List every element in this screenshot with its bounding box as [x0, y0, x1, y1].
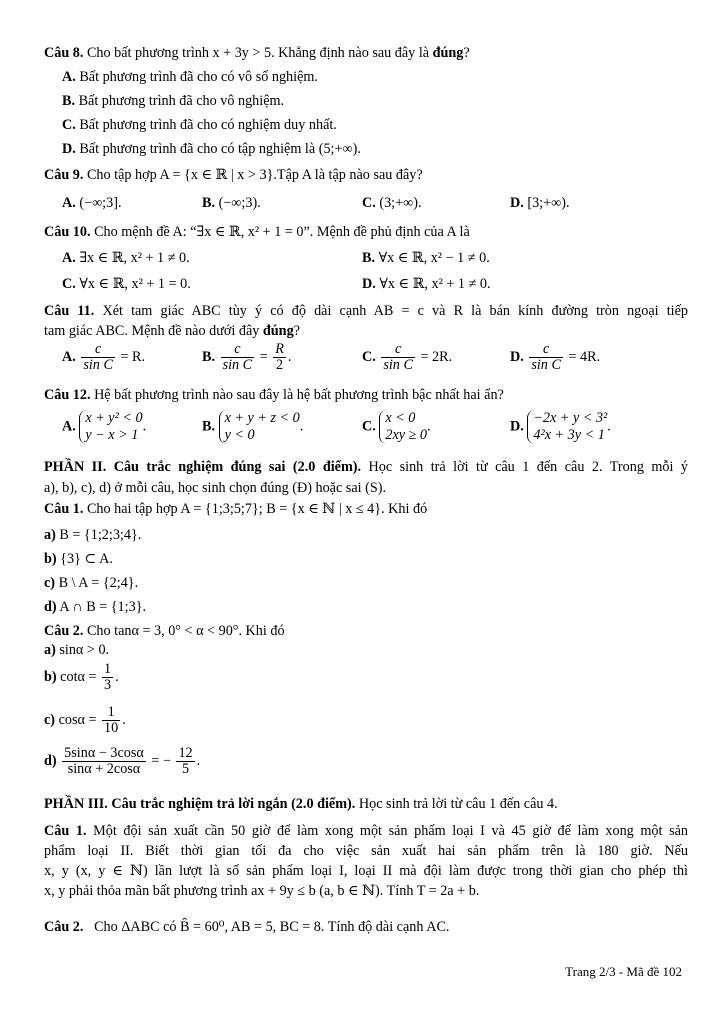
- q10-option-c: C. ∀x ∈ ℝ, x² + 1 = 0.: [62, 276, 191, 292]
- q8-stem: Câu 8. Cho bất phương trình x + 3y > 5. Khẳng định nào sau đây là đúng?: [44, 45, 470, 61]
- p2c2-item-a: a) sinα > 0.: [44, 642, 110, 658]
- q11-stem-line1: Câu 11. Xét tam giác ABC tùy ý có độ dài cạnh AB = c và R là bán kính đường tròn ngoại tiếp: [44, 303, 689, 319]
- p2c2-stem: Câu 2. Cho tanα = 3, 0° < α < 90°. Khi đó: [44, 623, 285, 639]
- q11-option-a: A. $\frac{c}{\text{sin C}}$ = R.: [62, 341, 146, 373]
- p2c1-stem: Câu 1. Cho hai tập hợp A = {1;3;5;7}; B = {x ∈ ℕ | x ≤ 4}. Khi đó: [44, 501, 428, 517]
- p3c1-line4: x, y phải thỏa mãn bất phương trình ax + 9y ≤ b (a, b ∈ ℕ). Tính T = 2a + b.: [44, 883, 480, 899]
- p2c1-item-c: c) B \ A = {2;4}.: [44, 575, 139, 591]
- q9-option-c: C. (3;+∞).: [362, 195, 422, 211]
- q8-option-b: B. Bất phương trình đã cho vô nghiệm.: [62, 93, 285, 109]
- p3c1-line2: phẩm loại II. Biết thời gian tối đa cho việc sản xuất hai sản phẩm trên là 180 giờ. Nếu: [44, 843, 688, 859]
- p2c1-item-b: b) {3} ⊂ A.: [44, 551, 113, 567]
- q11-option-b: B. $\frac{c}{\text{sin C}}$ = $\frac{R}{2}$ .: [202, 341, 292, 373]
- q9-stem: Câu 9. Cho tập hợp A = {x ∈ ℝ | x > 3}.Tập A là tập nào sau đây?: [44, 167, 423, 183]
- p2c1-item-a: a) B = {1;2;3;4}.: [44, 527, 142, 543]
- q10-option-d: D. ∀x ∈ ℝ, x² + 1 ≠ 0.: [362, 276, 491, 292]
- part3-heading: PHẦN III. Câu trắc nghiệm trả lời ngắn (2.0 điểm). Học sinh trả lời từ câu 1 đến câu 4.: [44, 796, 558, 812]
- q10-option-a: A. ∃x ∈ ℝ, x² + 1 ≠ 0.: [62, 250, 190, 266]
- p2c2-item-b: b) cotα = $\frac{1}{3}$ .: [44, 661, 119, 693]
- part2-heading: PHẦN II. Câu trắc nghiệm đúng sai (2.0 điểm). Học sinh trả lời từ câu 1 đến câu 2. Trong mỗi ý: [44, 459, 688, 475]
- q12-option-d: D. −2x + y < 3² 4²x + 3y < 1.: [510, 410, 611, 443]
- p3c1-line3: x, y (x, y ∈ ℕ) lần lượt là số sản phẩm loại I, loại II mà đội làm được trong thời gian cho phép thì: [44, 863, 688, 879]
- p2c2-item-d: d) $\frac{5\sin\alpha - 3\cos\alpha}{\sin\alpha + 2\cos\alpha}$ = − $\frac{12}{5}$ .: [44, 745, 201, 777]
- q11-option-c: C. $\frac{c}{\text{sin C}}$ = 2R.: [362, 341, 453, 373]
- q10-option-b: B. ∀x ∈ ℝ, x² − 1 ≠ 0.: [362, 250, 490, 266]
- page-footer: Trang 2/3 - Mã đề 102: [565, 964, 682, 979]
- q11-option-d: D. $\frac{c}{\text{sin C}}$ = 4R.: [510, 341, 601, 373]
- q9-option-d: D. [3;+∞).: [510, 195, 570, 211]
- part2-intro: a), b), c), d) ở mỗi câu, học sinh chọn đúng (Đ) hoặc sai (S).: [44, 480, 386, 496]
- q8-option-a: A. Bất phương trình đã cho có vô số nghiệm.: [62, 69, 318, 85]
- q9-option-a: A. (−∞;3].: [62, 195, 122, 211]
- q12-option-b: B. x + y + z < 0 y < 0.: [202, 410, 304, 443]
- q9-option-b: B. (−∞;3).: [202, 195, 261, 211]
- p2c2-item-c: c) cosα = $\frac{1}{10}$ .: [44, 704, 126, 736]
- p3c1-line1: Câu 1. Một đội sản xuất cần 50 giờ để làm xong một sản phẩm loại I và 45 giờ để làm xong một sản: [44, 823, 689, 839]
- q12-option-c: C. x < 0 2xy ≥ 0.: [362, 410, 431, 443]
- q8-option-c: C. Bất phương trình đã cho có nghiệm duy nhất.: [62, 117, 337, 133]
- q12-option-a: A. x + y² < 0 y − x > 1.: [62, 410, 147, 443]
- p3c2: Câu 2. Cho ΔABC có B̂ = 60⁰, AB = 5, BC = 8. Tính độ dài cạnh AC.: [44, 919, 450, 935]
- q11-stem-line2: tam giác ABC. Mệnh đề nào dưới đây đúng?: [44, 323, 300, 339]
- q8-option-d: D. Bất phương trình đã cho có tập nghiệm là (5;+∞).: [62, 141, 361, 157]
- p2c1-item-d: d) A ∩ B = {1;3}.: [44, 599, 147, 615]
- q12-stem: Câu 12. Hệ bất phương trình nào sau đây là hệ bất phương trình bậc nhất hai ẩn?: [44, 387, 504, 403]
- q10-stem: Câu 10. Cho mệnh đề A: “∃x ∈ ℝ, x² + 1 = 0”. Mệnh đề phủ định của A là: [44, 224, 470, 240]
